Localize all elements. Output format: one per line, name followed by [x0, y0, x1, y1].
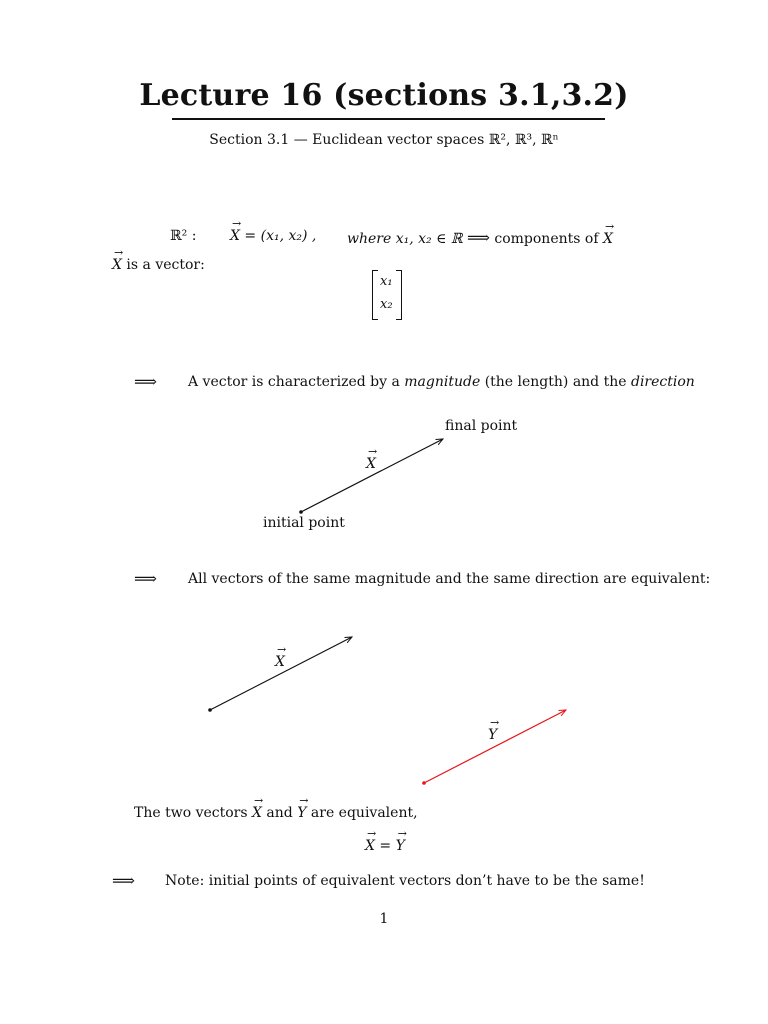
implies-symbol: ⟹ — [112, 871, 135, 890]
text-middle: (the length) and the — [484, 374, 627, 390]
equals-sign: = — [379, 838, 392, 854]
where-text: where x₁, x₂ ∈ ℝ — [347, 231, 463, 247]
figure2-x-arrow — [210, 637, 352, 710]
equivalence-equation — [365, 838, 405, 854]
vector-y-symbol: → Y — [396, 838, 405, 854]
and-text: and — [266, 805, 293, 821]
magnitude-term: magnitude — [404, 374, 481, 390]
text-before: The two vectors — [134, 805, 248, 821]
vector-y-symbol: → Y — [488, 727, 497, 743]
implies-symbol: ⟹ — [134, 372, 157, 391]
figure2-y-arrow — [424, 710, 566, 783]
equivalence-statement: All vectors of the same magnitude and the same direction are equivalent: — [188, 571, 711, 587]
is-a-vector-text: is a vector: — [126, 257, 205, 273]
final-point-label: final point — [445, 418, 518, 434]
page-number: 1 — [379, 911, 389, 927]
vector-x-symbol: → X — [366, 456, 376, 472]
vector-y-symbol: → Y — [297, 805, 306, 821]
matrix-entry-2: x₂ — [380, 297, 393, 312]
figure1-vector-arrow — [301, 439, 443, 512]
space-label: ℝ² : — [170, 228, 197, 244]
section-subtitle: Section 3.1 — Euclidean vector spaces ℝ², ℝ³, ℝⁿ — [209, 132, 559, 148]
note-text: Note: initial points of equivalent vectors don’t have to be the same! — [165, 873, 645, 889]
page-title: Lecture 16 (sections 3.1,3.2) — [139, 78, 629, 113]
vector-x-symbol: → X — [230, 228, 240, 244]
vector-x-symbol: → X — [603, 231, 613, 247]
figure1-initial-dot — [299, 510, 303, 514]
components-text: components of — [494, 231, 599, 247]
vector-x-symbol: → X — [365, 838, 375, 854]
initial-point-label: initial point — [263, 515, 345, 531]
matrix-entry-1: x₁ — [380, 274, 393, 289]
text-after: are equivalent, — [310, 805, 418, 821]
direction-term: direction — [630, 374, 695, 390]
implies-symbol: ⟹ — [134, 569, 157, 588]
vector-x-symbol: → X — [112, 257, 122, 273]
figure2-x-initial-dot — [208, 708, 212, 712]
vector-components: = (x₁, x₂) , — [244, 228, 317, 244]
figure2-y-initial-dot — [422, 781, 426, 785]
equivalence-sentence — [134, 805, 418, 821]
vector-x-symbol: → X — [275, 654, 285, 670]
implies-symbol: ⟹ — [466, 228, 490, 247]
text-before: A vector is characterized by a — [188, 374, 400, 390]
vector-x-symbol: → X — [252, 805, 262, 821]
